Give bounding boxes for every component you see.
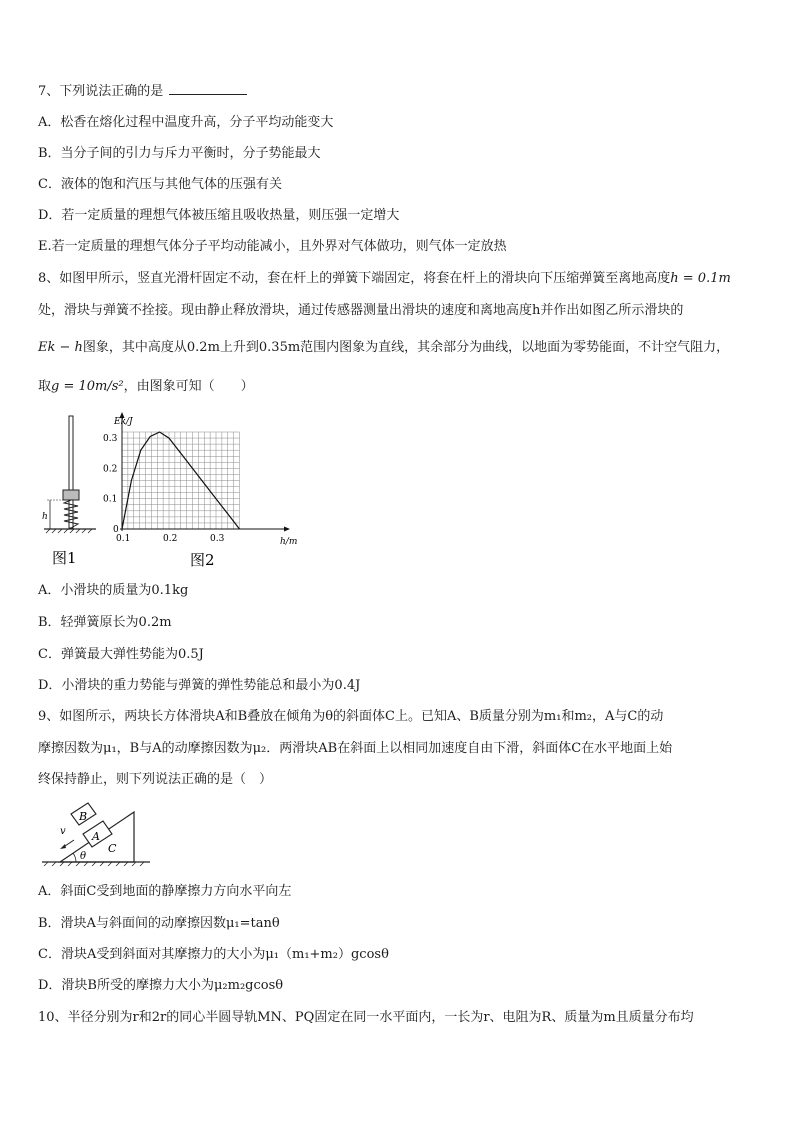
chart-axes [120,412,291,532]
q10-stem-line1: 10、半径分别为r和2r的同心半圆导轨MN、PQ固定在同一水平面内，一长为r、电阻为R、质量为m且质量分布均 [38,1010,694,1025]
h-label: h [42,512,48,522]
label-c: C [108,842,117,855]
q8-stem-line2: 处，滑块与弹簧不拴接。现由静止释放滑块，通过传感器测量出滑块的速度和离地高度h并作出如图乙所示滑块的 [38,303,684,318]
q7-option-b: B．当分子间的引力与斥力平衡时，分子势能最大 [38,146,321,161]
x-tick-label: 0.3 [210,534,225,544]
q8-option-d: D．小滑块的重力势能与弹簧的弹性势能总和最小为0.4J [38,678,361,693]
y-tick-label: 0.1 [103,494,118,505]
q9-stem-line1: 9、如图所示，两块长方体滑块A和B叠放在倾角为θ的斜面体C上。已知A、B质量分别为m₁和m₂，A与C的动 [38,709,664,724]
fig2-caption: 图2 [190,551,215,569]
q8-option-b: B．轻弹簧原长为0.2m [38,615,172,630]
slider-block [63,490,79,500]
x-axis-arrow [284,527,290,532]
q7-option-e: E.若一定质量的理想气体分子平均动能减小，且外界对气体做功，则气体一定放热 [38,239,507,254]
figure-2-ek-h-chart [100,410,310,570]
q9-option-b: B．滑块A与斜面间的动摩擦因数μ₁=tanθ [38,916,280,931]
x-tick-label: 0.2 [163,534,178,544]
label-theta: θ [80,851,87,862]
y-axis-label: Ek/J [114,417,133,427]
q9-stem-line3: 终保持静止，则下列说法正确的是（ ） [38,772,273,787]
q8-option-c: C．弹簧最大弹性势能为0.5J [38,647,204,662]
fig1-caption: 图1 [52,549,77,567]
q8-math-h: h = 0.1m [670,271,731,286]
q9-option-c: C．滑块A受到斜面对其摩擦力的大小为μ₁（m₁+m₂）gcosθ [38,947,389,962]
q8-stem-line1: 8、如图甲所示，竖直光滑杆固定不动，套在杆上的弹簧下端固定，将套在杆上的滑块向下压缩弹簧至离地高度h = 0.1m [38,271,731,286]
y-tick-label: 0.2 [103,464,118,475]
q9-option-a: A．斜面C受到地面的静摩擦力方向水平向左 [38,884,292,899]
x-tick-label: 0.1 [116,534,131,544]
q9-stem-line2: 摩擦因数为μ₁，B与A的动摩擦因数为μ₂．两滑块AB在斜面上以相同加速度自由下滑，斜面体C在水平地面上始 [38,741,673,756]
q8-stem-line4: 取g = 10m/s²，由图象可知（ ） [38,379,254,394]
figure-1-spring [38,412,98,567]
q9-option-d: D．滑块B所受的摩擦力大小为μ₂m₂gcosθ [38,978,284,993]
y-tick-label: 0 [113,525,119,535]
q7-option-c: C．液体的饱和汽压与其他气体的压强有关 [38,177,282,192]
chart-grid [122,432,240,529]
spring [64,500,78,528]
q8-math-g: g = 10m/s² [51,379,124,394]
q8-stem-line3: Ek − h图象，其中高度从0.2m上升到0.35m范围内图象为直线，其余部分为曲线，以地面为零势能面，不计空气阻力， [38,340,730,355]
figure-incline [40,796,155,871]
y-tick-label: 0.3 [103,434,118,445]
q8-math-ek: Ek − h [38,340,83,355]
q8-option-a: A．小滑块的质量为0.1kg [38,583,189,598]
label-a: A [92,830,100,843]
answer-blank [169,82,247,95]
q7-option-a: A．松香在熔化过程中温度升高，分子平均动能变大 [38,115,334,130]
label-b: B [79,810,88,823]
q7-stem: 7、下列说法正确的是 [38,82,247,101]
q7-option-d: D．若一定质量的理想气体被压缩且吸收热量，则压强一定增大 [38,208,400,223]
x-axis-label: h/m [280,537,298,547]
chart-ticks [103,434,225,544]
label-v: v [60,826,66,837]
theta-arc [73,853,76,862]
